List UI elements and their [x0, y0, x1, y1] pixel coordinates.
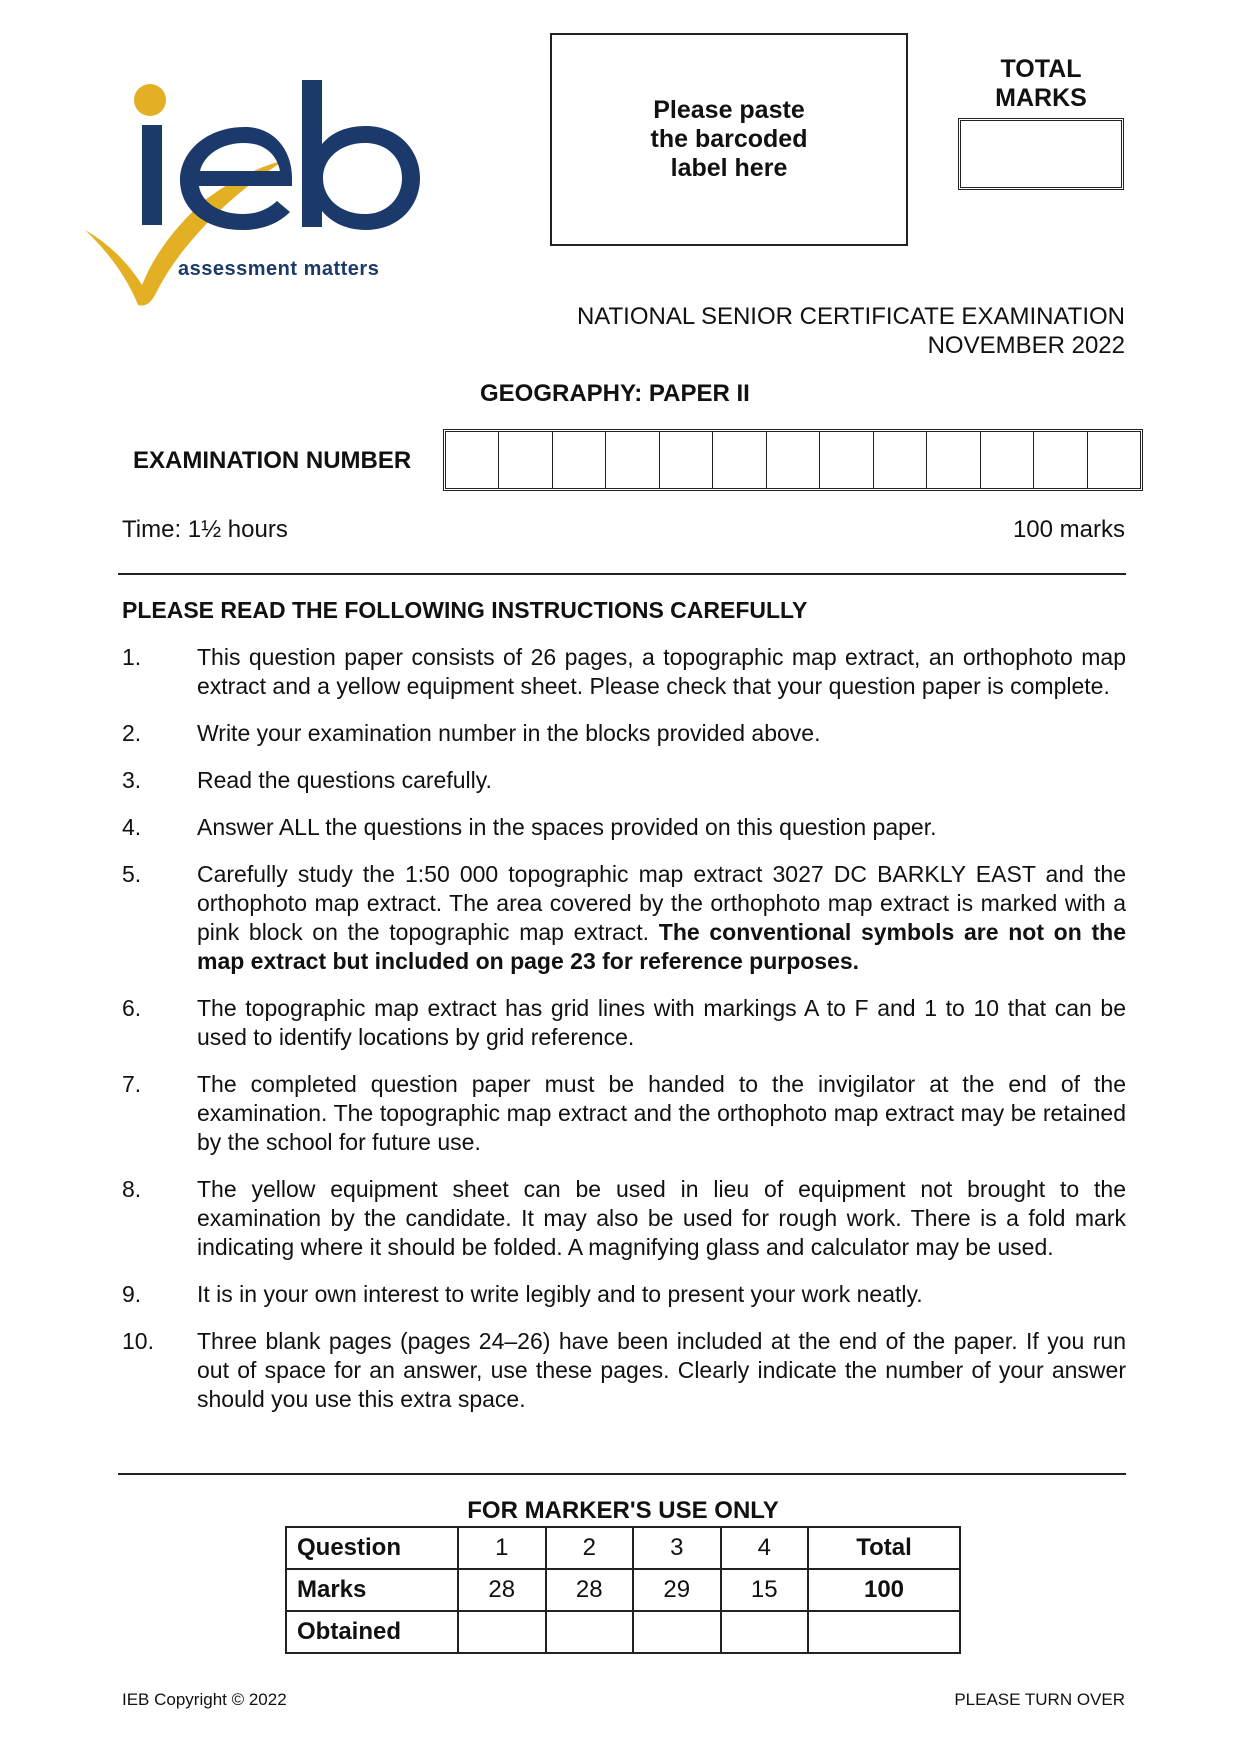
- instruction-body: The yellow equipment sheet can be used in lieu of equipment not brought to the examination by the candidate. It may also be used for rough work. There is a fold mark indicating where it should be folded. A magnifying glass and calculator may be used.: [197, 1176, 1126, 1260]
- obtained-row: [286, 1611, 960, 1653]
- instruction-text: [197, 860, 1126, 976]
- obtained-cell[interactable]: [458, 1611, 546, 1653]
- question-row-label: Question: [286, 1527, 458, 1569]
- instruction-item: [122, 766, 1126, 795]
- instruction-item: [122, 1070, 1126, 1157]
- instruction-text: [197, 766, 1126, 795]
- exam-number-cell[interactable]: [927, 432, 980, 488]
- total-marks-text: 100 marks: [1012, 516, 1125, 543]
- instruction-body: Three blank pages (pages 24–26) have been included at the end of the paper. If you run out of space for an answer, use these pages. Clearly indicate the number of your answer should you use this extra space.: [197, 1328, 1126, 1412]
- question-number: 4: [721, 1527, 809, 1569]
- instruction-number: 10.: [122, 1328, 154, 1354]
- exam-number-cell[interactable]: [553, 432, 606, 488]
- instruction-body: Answer ALL the questions in the spaces provided on this question paper.: [197, 814, 937, 840]
- exam-title: NATIONAL SENIOR CERTIFICATE EXAMINATION NOVEMBER 2022: [576, 303, 1125, 359]
- instruction-number: 6.: [122, 995, 142, 1021]
- instructions-heading: PLEASE READ THE FOLLOWING INSTRUCTIONS CAREFULLY: [122, 597, 808, 623]
- ieb-logo: [80, 80, 440, 320]
- instruction-item: [122, 813, 1126, 842]
- question-number: 2: [546, 1527, 634, 1569]
- instruction-item: [122, 719, 1126, 748]
- instruction-body: Read the questions carefully.: [197, 767, 492, 793]
- paper-title: GEOGRAPHY: PAPER II: [480, 380, 750, 407]
- instruction-emphasis: The conventional symbols are not on the map extract but included on page 23 for reference purposes.: [197, 919, 1126, 974]
- instruction-number: 4.: [122, 814, 142, 840]
- instruction-text: [197, 813, 1126, 842]
- logo-e: [180, 127, 292, 230]
- instruction-item: [122, 860, 1126, 976]
- question-marks: 28: [546, 1569, 634, 1611]
- footer-turn-over: PLEASE TURN OVER: [954, 1690, 1125, 1709]
- instruction-number: 1.: [122, 644, 142, 670]
- instruction-number: 5.: [122, 861, 142, 887]
- divider-top: [118, 573, 1126, 575]
- instruction-number: 8.: [122, 1176, 142, 1202]
- logo-b: [302, 80, 420, 230]
- question-row: [286, 1527, 960, 1569]
- instruction-body: Carefully study the 1:50 000 topographic map extract 3027 DC BARKLY EAST and the orthophoto map extract. The area covered by the orthophoto map extract is marked with a pink block on the topographic map extract.: [197, 861, 1126, 945]
- time-allowed: Time: 1½ hours: [122, 516, 288, 543]
- footer-copyright: IEB Copyright © 2022: [122, 1690, 287, 1709]
- marks-row: [286, 1569, 960, 1611]
- question-number: 3: [633, 1527, 721, 1569]
- instruction-number: 7.: [122, 1071, 142, 1097]
- exam-number-cell[interactable]: [981, 432, 1034, 488]
- instruction-number: 3.: [122, 767, 142, 793]
- instruction-number: 2.: [122, 720, 142, 746]
- barcode-instruction: Please paste the barcoded label here: [650, 96, 808, 182]
- exam-number-cell[interactable]: [660, 432, 713, 488]
- exam-number-cell[interactable]: [820, 432, 873, 488]
- instruction-item: [122, 643, 1126, 701]
- marker-table-heading: FOR MARKER'S USE ONLY: [467, 1497, 779, 1524]
- total-header: Total: [808, 1527, 960, 1569]
- question-marks: 15: [721, 1569, 809, 1611]
- exam-number-cell[interactable]: [1088, 432, 1140, 488]
- barcode-label-box: [550, 33, 908, 246]
- instruction-number: 9.: [122, 1281, 142, 1307]
- exam-number-boxes: [443, 429, 1143, 491]
- instruction-text: [197, 719, 1126, 748]
- logo-i-stem: [142, 125, 162, 225]
- exam-number-cell[interactable]: [606, 432, 659, 488]
- instruction-item: [122, 1327, 1126, 1414]
- instruction-text: [197, 1280, 1126, 1309]
- question-marks: 29: [633, 1569, 721, 1611]
- instruction-text: [197, 1327, 1126, 1414]
- marks-row-label: Marks: [286, 1569, 458, 1611]
- instruction-body: It is in your own interest to write legibly and to present your work neatly.: [197, 1281, 923, 1307]
- obtained-row-label: Obtained: [286, 1611, 458, 1653]
- instruction-body: The topographic map extract has grid lines with markings A to F and 1 to 10 that can be used to identify locations by grid reference.: [197, 995, 1126, 1050]
- logo-i-dot: [134, 84, 166, 116]
- exam-number-label: EXAMINATION NUMBER: [133, 447, 412, 474]
- instructions-list: [122, 643, 1126, 1432]
- logo-tagline: assessment matters: [178, 258, 380, 280]
- instruction-text: [197, 1070, 1126, 1157]
- obtained-cell[interactable]: [633, 1611, 721, 1653]
- exam-number-cell[interactable]: [1034, 432, 1087, 488]
- instruction-item: [122, 1280, 1126, 1309]
- question-number: 1: [458, 1527, 546, 1569]
- exam-number-cell[interactable]: [446, 432, 499, 488]
- instruction-body: This question paper consists of 26 pages, a topographic map extract, an orthophoto map extract and a yellow equipment sheet. Please check that your question paper is complete.: [197, 644, 1126, 699]
- exam-number-cell[interactable]: [713, 432, 766, 488]
- question-marks: 28: [458, 1569, 546, 1611]
- obtained-cell[interactable]: [721, 1611, 809, 1653]
- exam-number-cell[interactable]: [767, 432, 820, 488]
- obtained-total-cell[interactable]: [808, 1611, 960, 1653]
- exam-number-cell[interactable]: [874, 432, 927, 488]
- marker-table: [285, 1526, 961, 1654]
- instruction-item: [122, 1175, 1126, 1262]
- total-marks-label: TOTAL MARKS: [995, 55, 1087, 112]
- total-marks-value: 100: [808, 1569, 960, 1611]
- obtained-cell[interactable]: [546, 1611, 634, 1653]
- instruction-body: Write your examination number in the blocks provided above.: [197, 720, 821, 746]
- total-marks-box[interactable]: [958, 118, 1124, 190]
- instruction-text: [197, 1175, 1126, 1262]
- instruction-text: [197, 994, 1126, 1052]
- instruction-body: The completed question paper must be handed to the invigilator at the end of the examination. The topographic map extract and the orthophoto map extract may be retained by the school for future use.: [197, 1071, 1126, 1155]
- instruction-item: [122, 994, 1126, 1052]
- divider-bottom: [118, 1473, 1126, 1475]
- instruction-text: [197, 643, 1126, 701]
- exam-number-cell[interactable]: [499, 432, 552, 488]
